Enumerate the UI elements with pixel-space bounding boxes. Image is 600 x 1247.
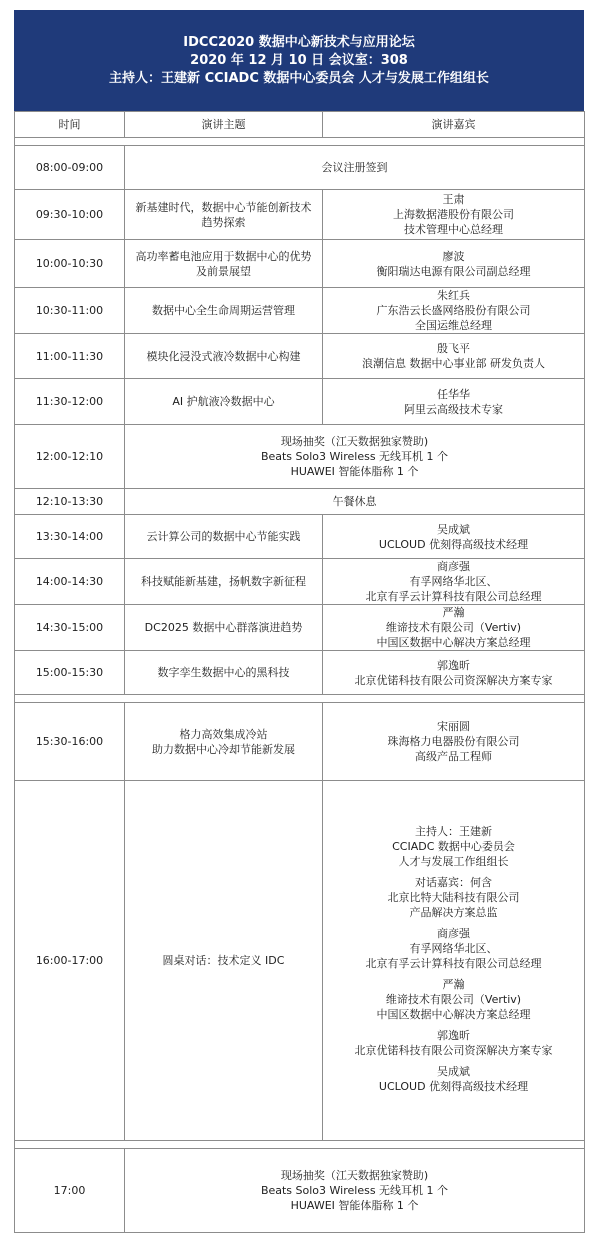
speaker-line: 维谛技术有限公司（Vertiv) (385, 621, 522, 634)
speaker-line: 全国运维总经理 (415, 319, 492, 332)
speaker-line: 技术管理中心总经理 (404, 223, 503, 236)
topic-cell (125, 379, 323, 425)
speaker-group (327, 1064, 580, 1094)
speaker-line: 北京有孚云计算科技有限公司总经理 (365, 590, 542, 603)
speaker-line: 北京有孚云计算科技有限公司总经理 (365, 956, 542, 970)
row-spacer (15, 1141, 585, 1149)
forum-title: IDCC2020 数据中心新技术与应用论坛 (183, 34, 415, 50)
topic-cell (125, 190, 323, 240)
schedule-body (15, 138, 585, 1233)
speaker-line: 人才与发展工作组组长 (398, 854, 509, 868)
topic-line: 格力高效集成冷站 (179, 727, 268, 741)
time-cell: 09:30-10:00 (15, 190, 125, 240)
row-spacer-cell (15, 1141, 585, 1149)
merged-line: HUAWEI 智能体脂称 1 个 (290, 1199, 419, 1212)
table-row (15, 605, 585, 651)
speaker-line: 商彦强 (437, 926, 470, 940)
topic-line: AI 护航液冷数据中心 (172, 395, 275, 408)
speaker-line: 王肃 (442, 193, 465, 206)
row-spacer (15, 695, 585, 703)
time-cell: 17:00 (15, 1149, 125, 1233)
table-row (15, 240, 585, 288)
speaker-line: 阿里云高级技术专家 (404, 402, 503, 416)
topic-line: 及前景展望 (196, 264, 251, 278)
merged-line: 现场抽奖（江天数据独家赞助) (280, 1169, 429, 1182)
topic-cell (125, 703, 323, 781)
column-header-topic: 演讲主题 (125, 112, 323, 138)
speaker-line: 北京优锘科技有限公司资深解决方案专家 (354, 1043, 553, 1057)
topic-line: 模块化浸没式液冷数据中心构建 (146, 349, 301, 363)
time-cell: 12:10-13:30 (15, 489, 125, 515)
merged-cell (125, 425, 585, 489)
merged-cell (125, 1149, 585, 1233)
speaker-line: 高级产品工程师 (415, 750, 492, 763)
topic-line: 云计算公司的数据中心节能实践 (146, 530, 301, 543)
time-cell: 08:00-09:00 (15, 146, 125, 190)
time-cell: 16:00-17:00 (15, 781, 125, 1141)
row-spacer-cell (15, 138, 585, 146)
speaker-line: 严瀚 (442, 606, 465, 619)
speaker-line: 郭逸昕 (437, 1028, 470, 1042)
schedule-table (14, 111, 585, 1233)
speaker-line: 郭逸昕 (437, 658, 470, 672)
merged-cell (125, 489, 585, 515)
speaker-cell (323, 334, 585, 379)
merged-line: 午餐休息 (332, 495, 377, 508)
topic-cell (125, 651, 323, 695)
speaker-group (327, 1028, 580, 1058)
merged-line: Beats Solo3 Wireless 无线耳机 1 个 (260, 1184, 449, 1197)
time-cell: 14:00-14:30 (15, 559, 125, 605)
time-cell: 11:00-11:30 (15, 334, 125, 379)
speaker-cell (323, 240, 585, 288)
table-row (15, 190, 585, 240)
time-cell: 13:30-14:00 (15, 515, 125, 559)
agenda-header (14, 10, 584, 111)
speaker-line: 殷飞平 (437, 342, 470, 355)
speaker-line: UCLOUD 优刻得高级技术经理 (378, 1079, 529, 1093)
topic-line: 助力数据中心冷却节能新发展 (152, 742, 295, 756)
table-row (15, 334, 585, 379)
speaker-line: 吴成斌 (437, 522, 470, 536)
speaker-group (327, 977, 580, 1022)
speaker-line: 有孚网络华北区、 (409, 575, 498, 588)
time-cell: 15:00-15:30 (15, 651, 125, 695)
topic-cell (125, 240, 323, 288)
speaker-line: 主持人：王建新 (415, 824, 492, 838)
topic-cell (125, 334, 323, 379)
table-row (15, 703, 585, 781)
speaker-line: UCLOUD 优刻得高级技术经理 (378, 537, 529, 551)
table-row (15, 288, 585, 334)
speaker-line: 有孚网络华北区、 (409, 941, 498, 955)
speaker-line: 产品解决方案总监 (409, 905, 498, 919)
host-line: 主持人：王建新 CCIADC 数据中心委员会 人才与发展工作组组长 (109, 70, 489, 86)
time-cell: 10:30-11:00 (15, 288, 125, 334)
merged-line: 现场抽奖（江天数据独家赞助) (280, 435, 429, 448)
speaker-line: 上海数据港股份有限公司 (393, 208, 514, 221)
topic-line: 新基建时代，数据中心节能创新技术 (135, 200, 312, 214)
topic-line: 数据中心全生命周期运营管理 (152, 304, 295, 317)
topic-line: 趋势探索 (201, 215, 246, 229)
table-row (15, 1149, 585, 1233)
table-row (15, 146, 585, 190)
column-header-time: 时间 (15, 112, 125, 138)
speaker-line: 中国区数据中心解决方案总经理 (376, 636, 531, 649)
row-spacer-cell (15, 695, 585, 703)
speaker-line: 任华华 (437, 387, 470, 401)
speaker-line: 珠海格力电器股份有限公司 (387, 735, 520, 748)
speaker-cell (323, 605, 585, 651)
merged-line: HUAWEI 智能体脂称 1 个 (290, 465, 419, 478)
speaker-cell (323, 288, 585, 334)
topic-cell (125, 781, 323, 1141)
topic-cell (125, 559, 323, 605)
speaker-line: 广东浩云长盛网络股份有限公司 (376, 304, 531, 317)
time-cell: 15:30-16:00 (15, 703, 125, 781)
row-spacer (15, 138, 585, 146)
merged-cell (125, 146, 585, 190)
speaker-line: 商彦强 (437, 560, 470, 573)
speaker-line: 维谛技术有限公司（Vertiv) (385, 992, 522, 1006)
table-row (15, 515, 585, 559)
speaker-group (327, 926, 580, 971)
date-room: 2020 年 12 月 10 日 会议室：308 (190, 52, 408, 68)
speaker-cell (323, 190, 585, 240)
speaker-line: 中国区数据中心解决方案总经理 (376, 1007, 531, 1021)
topic-cell (125, 605, 323, 651)
topic-line: 高功率蓄电池应用于数据中心的优势 (135, 249, 312, 263)
speaker-cell (323, 651, 585, 695)
table-row (15, 651, 585, 695)
speaker-group (327, 875, 580, 920)
topic-line: 数字孪生数据中心的黑科技 (157, 666, 290, 679)
time-cell: 10:00-10:30 (15, 240, 125, 288)
topic-cell (125, 515, 323, 559)
table-row (15, 781, 585, 1141)
speaker-line: CCIADC 数据中心委员会 (392, 839, 515, 853)
time-cell: 11:30-12:00 (15, 379, 125, 425)
speaker-line: 廖波 (442, 249, 465, 263)
table-header-row (15, 112, 585, 138)
speaker-cell (323, 379, 585, 425)
speaker-cell (323, 559, 585, 605)
table-row (15, 559, 585, 605)
topic-line: 科技赋能新基建，扬帆数字新征程 (141, 575, 306, 588)
speaker-cell (323, 515, 585, 559)
speaker-line: 北京比特大陆科技有限公司 (387, 890, 520, 904)
table-row (15, 379, 585, 425)
topic-line: 圆桌对话：技术定义 IDC (162, 954, 285, 967)
speaker-group (327, 824, 580, 869)
column-header-speaker: 演讲嘉宾 (323, 112, 585, 138)
speaker-line: 浪潮信息 数据中心事业部 研发负责人 (362, 357, 545, 370)
merged-line: Beats Solo3 Wireless 无线耳机 1 个 (260, 450, 449, 463)
table-row (15, 489, 585, 515)
speaker-line: 衡阳瑞达电源有限公司副总经理 (376, 264, 531, 278)
topic-line: DC2025 数据中心群落演进趋势 (144, 621, 303, 634)
topic-cell (125, 288, 323, 334)
speaker-line: 严瀚 (442, 977, 465, 991)
time-cell: 12:00-12:10 (15, 425, 125, 489)
speaker-line: 对话嘉宾：何含 (415, 875, 492, 889)
time-cell: 14:30-15:00 (15, 605, 125, 651)
speaker-cell (323, 703, 585, 781)
speaker-line: 朱红兵 (437, 289, 470, 302)
speaker-cell (323, 781, 585, 1141)
table-row (15, 425, 585, 489)
speaker-line: 宋丽圆 (437, 720, 470, 733)
speaker-line: 北京优锘科技有限公司资深解决方案专家 (354, 673, 553, 687)
speaker-line: 吴成斌 (437, 1064, 470, 1078)
merged-line: 会议注册签到 (321, 161, 388, 174)
